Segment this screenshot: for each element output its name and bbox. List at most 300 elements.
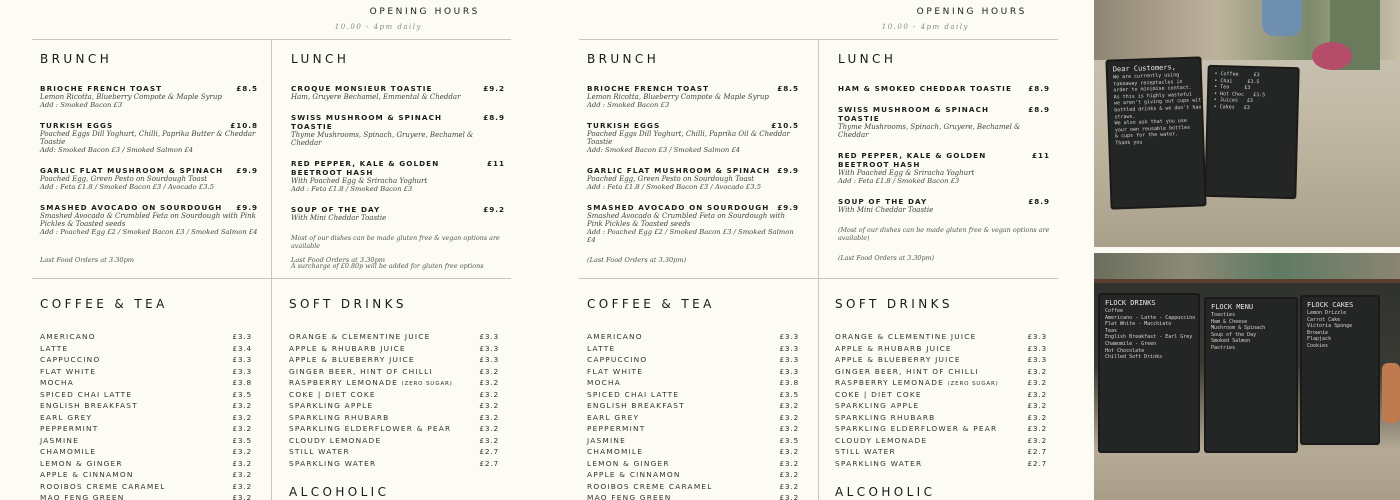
board-line: & cups for the water.	[1115, 131, 1179, 140]
drink-name: SPARKLING ELDERFLOWER & PEAR	[835, 424, 998, 434]
photo-chalkboard-notice	[1094, 0, 1400, 247]
drink-price: £3.3	[232, 355, 252, 365]
board-line: Carrot Cake	[1307, 316, 1341, 323]
person-figure	[1262, 0, 1302, 36]
board-line: straws.	[1114, 113, 1136, 121]
menu-item-addons: Add : Smoked Bacon £3	[587, 101, 670, 109]
menu-item-name: TURKISH EGGS	[587, 121, 661, 130]
menu-item-header	[291, 113, 505, 131]
board-line: Americano - Latte - Cappuccino	[1105, 314, 1196, 321]
menu-item-description: With Poached Egg & Sriracha Yoghurt	[291, 177, 428, 185]
drink-item	[289, 446, 499, 458]
chalkboard-menu	[1204, 297, 1298, 453]
menu-item-header	[587, 166, 799, 175]
drink-name: ROOIBOS CREME CARAMEL	[40, 481, 166, 491]
drink-item	[587, 389, 799, 401]
menu-item-price: £10.8	[230, 121, 258, 130]
drink-name-wrap	[40, 436, 79, 445]
menu-item-addons: Add : Poached Egg £2 / Smoked Bacon £3 / Smoked Salmon £4	[40, 228, 258, 236]
drink-name-wrap	[289, 332, 430, 341]
drink-name-wrap	[835, 424, 997, 433]
drink-price: £3.2	[232, 481, 252, 491]
drink-name: EARL GREY	[587, 412, 640, 422]
menu-item	[291, 84, 505, 101]
menu-item	[291, 159, 505, 193]
drink-price: £3.5	[232, 389, 252, 399]
menu-item-name: SMASHED AVOCADO ON SOURDOUGH	[40, 203, 223, 212]
menu-item-name: RED PEPPER, KALE & GOLDEN BEETROOT HASH	[838, 151, 987, 169]
menu-item-price: £8.5	[236, 84, 258, 93]
menu-item	[838, 151, 1050, 185]
drink-item	[289, 435, 499, 447]
menu-item-header	[838, 151, 1050, 169]
drink-price: £3.2	[1027, 378, 1047, 388]
plant-pots	[1094, 253, 1400, 279]
drink-item	[587, 400, 799, 412]
drink-name: SPARKLING APPLE	[289, 401, 374, 411]
dietary-note: (Most of our dishes can be made gluten free & vegan options are available)	[838, 226, 1050, 242]
section-title: LUNCH	[838, 52, 897, 66]
menu-item-price: £9.2	[483, 205, 505, 214]
menu-item	[838, 84, 1050, 93]
drink-name-wrap	[835, 332, 976, 341]
drink-name-wrap	[587, 367, 643, 376]
drink-item	[835, 343, 1047, 355]
menu-item-name: RED PEPPER, KALE & GOLDEN BEETROOT HASH	[291, 159, 440, 177]
menu-item-addons: Add : Feta £1.8 / Smoked Bacon £3	[291, 185, 413, 193]
drink-name: COKE | DIET COKE	[289, 389, 376, 399]
menu-item-name: SOUP OF THE DAY	[291, 205, 381, 214]
drink-name-wrap	[289, 401, 373, 410]
menu-item-price: £9.9	[236, 166, 258, 175]
drink-price: £3.2	[232, 493, 252, 500]
board-line: Flapjack	[1307, 336, 1332, 343]
opening-hours	[0, 7, 480, 31]
drink-price: £3.2	[779, 424, 799, 434]
drink-name-wrap	[40, 378, 74, 387]
menu-item-price: £10.5	[771, 121, 799, 130]
drink-name-wrap	[289, 413, 389, 422]
menu-item-header	[587, 121, 799, 130]
board-line: Lemon Drizzle	[1307, 310, 1347, 316]
drink-name-wrap	[289, 355, 415, 364]
drink-name-wrap	[40, 482, 166, 491]
drink-name: SPARKLING RHUBARB	[289, 412, 390, 422]
drink-item	[835, 400, 1047, 412]
drink-price: £3.2	[1027, 366, 1047, 376]
drink-name-wrap	[587, 332, 643, 341]
drink-item	[587, 423, 799, 435]
drink-name: CAPPUCCINO	[40, 355, 101, 365]
coffee-tea-section	[587, 297, 799, 500]
drink-name: LATTE	[40, 343, 69, 353]
section-title: SOFT DRINKS	[289, 297, 407, 311]
drink-name: SPARKLING WATER	[289, 458, 377, 468]
drink-name: ROOIBOS CREME CARAMEL	[587, 481, 713, 491]
drink-price: £3.5	[232, 435, 252, 445]
drink-item	[40, 458, 252, 470]
menu-item-addons: Add : Smoked Bacon £3	[40, 101, 123, 109]
menu-item-description: Lemon Ricotta, Blueberry Compote & Maple Syrup	[587, 93, 769, 101]
drink-price: £3.2	[232, 412, 252, 422]
drink-name-wrap	[587, 355, 647, 364]
menu-item-description: Lemon Ricotta, Blueberry Compote & Maple Syrup	[40, 93, 222, 101]
chalkboard-notice	[1105, 56, 1206, 209]
drink-name-wrap	[835, 459, 922, 468]
drink-price: £3.3	[1027, 343, 1047, 353]
drink-name-wrap	[289, 447, 350, 456]
menu-item	[291, 113, 505, 147]
board-line: Thank you	[1115, 139, 1143, 147]
drink-item	[835, 412, 1047, 424]
drink-item	[587, 481, 799, 493]
chalkboard-drinks	[1098, 293, 1200, 453]
terracotta-pot	[1382, 363, 1400, 423]
opening-hours	[547, 7, 1027, 31]
drink-item	[587, 469, 799, 481]
board-line: Chilled Soft Drinks	[1105, 354, 1163, 361]
menu-item-description: Poached Eggs Dill Yoghurt, Chilli, Paprika Oil & Cheddar Toastie	[587, 130, 790, 146]
board-line: Victoria Sponge	[1307, 323, 1353, 330]
drink-name: LEMON & GINGER	[587, 458, 670, 468]
drink-price: £3.2	[779, 481, 799, 491]
drink-name-wrap	[587, 378, 621, 387]
board-line: We also ask that you use	[1114, 118, 1187, 127]
drink-name-wrap	[587, 482, 713, 491]
board-title: FLOCK DRINKS	[1105, 299, 1156, 307]
board-line: takeaway receptacles in	[1113, 78, 1183, 88]
drink-name: CLOUDY LEMONADE	[835, 435, 928, 445]
drink-name: APPLE & BLUEBERRY JUICE	[835, 355, 961, 365]
drink-price: £2.7	[1027, 447, 1047, 457]
drink-name-wrap	[289, 367, 433, 376]
drink-item	[40, 377, 252, 389]
drink-price: £3.2	[232, 424, 252, 434]
drink-item	[835, 354, 1047, 366]
drink-price: £3.2	[479, 424, 499, 434]
drink-price: £3.2	[779, 493, 799, 500]
drink-name: ORANGE & CLEMENTINE JUICE	[835, 332, 977, 342]
drink-item	[40, 366, 252, 378]
drink-price: £3.2	[779, 401, 799, 411]
drink-name: SPARKLING WATER	[835, 458, 923, 468]
drink-name: LATTE	[587, 343, 616, 353]
drink-item	[835, 377, 1047, 389]
drink-name: CHAMOMILE	[40, 447, 97, 457]
drink-price: £3.3	[779, 343, 799, 353]
drink-price: £3.8	[779, 378, 799, 388]
drink-item	[289, 377, 499, 389]
drink-name-wrap	[40, 447, 96, 456]
drink-name-wrap	[835, 355, 961, 364]
menu-item-price: £8.9	[483, 113, 505, 122]
drink-price: £3.2	[1027, 424, 1047, 434]
drink-price: £3.4	[232, 343, 252, 353]
drink-item	[289, 354, 499, 366]
drink-price: £3.3	[479, 343, 499, 353]
flower-pot	[1312, 42, 1352, 70]
drink-name-wrap	[289, 459, 376, 468]
drink-name-wrap	[40, 413, 92, 422]
menu-item-name: TURKISH EGGS	[40, 121, 114, 130]
drink-price: £3.3	[479, 332, 499, 342]
board-title: Dear Customers,	[1112, 63, 1177, 74]
drink-name: FLAT WHITE	[40, 366, 97, 376]
last-orders-note: (Last Food Orders at 3.30pm)	[838, 254, 935, 262]
menu-item	[587, 203, 799, 244]
drink-name: ORANGE & CLEMENTINE JUICE	[289, 332, 431, 342]
drink-price: £3.3	[479, 355, 499, 365]
drink-item	[835, 435, 1047, 447]
board-title: FLOCK CAKES	[1307, 301, 1354, 309]
menu-item-description: Thyme Mushrooms, Spinach, Gruyere, Bechamel & Cheddar	[291, 131, 474, 147]
drink-name-wrap	[587, 447, 643, 456]
drink-name: PEPPERMINT	[40, 424, 99, 434]
menu-item-header	[838, 197, 1050, 206]
drink-tag: (ZERO SUGAR)	[947, 381, 999, 388]
menu-item-description: Thyme Mushrooms, Spinach, Gruyere, Bechamel & Cheddar	[838, 123, 1021, 139]
board-line: bottled drinks & we don't have	[1114, 104, 1205, 114]
menu-item-addons: Add : Poached Egg £2 / Smoked Bacon £3 / Smoked Salmon £4	[587, 228, 794, 244]
menu-item-header	[40, 121, 258, 130]
lunch-section	[838, 52, 1050, 274]
menu-item-addons: Add: Smoked Bacon £3 / Smoked Salmon £4	[587, 146, 741, 154]
drink-name-wrap	[587, 344, 615, 353]
drink-name: SPARKLING ELDERFLOWER & PEAR	[289, 424, 452, 434]
drink-item	[40, 354, 252, 366]
drink-name-wrap	[587, 459, 670, 468]
brunch-section	[40, 52, 258, 248]
drink-item	[835, 458, 1047, 470]
drink-price: £3.3	[779, 332, 799, 342]
drink-name: LEMON & GINGER	[40, 458, 123, 468]
opening-hours-title: OPENING HOURS	[369, 7, 480, 17]
drink-name-wrap	[40, 493, 125, 500]
menu-item-description: Poached Egg, Green Pesto on Sourdough Toast	[40, 175, 208, 183]
drink-item	[289, 423, 499, 435]
drink-item	[289, 331, 499, 343]
board-line: Chamomile - Green	[1105, 340, 1157, 347]
board-line: Coffee	[1105, 308, 1124, 314]
drink-name-wrap	[835, 401, 919, 410]
menu-item	[587, 166, 799, 191]
brunch-section	[587, 52, 799, 256]
drink-price: £3.3	[779, 355, 799, 365]
bench-rail	[1094, 279, 1400, 283]
last-orders-note: Last Food Orders at 3.30pm	[40, 256, 135, 264]
drink-name: APPLE & RHUBARB JUICE	[289, 343, 406, 353]
menu-item-description: Poached Eggs Dill Yoghurt, Chilli, Paprika Butter & Cheddar Toastie	[40, 130, 256, 146]
divider	[818, 278, 819, 500]
drink-name: APPLE & CINNAMON	[587, 470, 681, 480]
soft-drinks-section	[835, 297, 1047, 500]
drink-name: STILL WATER	[289, 447, 350, 457]
section-title: SOFT DRINKS	[835, 297, 953, 311]
board-title: FLOCK MENU	[1211, 303, 1254, 311]
drink-name-wrap	[289, 436, 381, 445]
drink-name-wrap	[835, 447, 896, 456]
drink-price: £3.2	[479, 389, 499, 399]
board-line: we aren't giving out cups with	[1113, 97, 1205, 107]
drink-item	[835, 389, 1047, 401]
drink-price: £3.3	[232, 332, 252, 342]
menu-item-name: CROQUE MONSIEUR TOASTIE	[291, 84, 433, 93]
section-title: COFFEE & TEA	[40, 297, 168, 311]
board-line: Cookies	[1307, 342, 1329, 349]
opening-hours-time: 10.00 - 4pm daily	[881, 23, 969, 31]
last-orders-note: (Last Food Orders at 3.30pm)	[587, 256, 687, 264]
drink-name: RASPBERRY LEMONADE	[835, 378, 944, 388]
menu-item-header	[291, 84, 505, 93]
drink-price: £3.2	[479, 378, 499, 388]
drink-name: CHAMOMILE	[587, 447, 644, 457]
drink-name: GINGER BEER, HINT OF CHILLI	[289, 366, 433, 376]
drink-name: MAO FENG GREEN	[587, 493, 672, 500]
menu-item-header	[838, 84, 1050, 93]
section-title: LUNCH	[291, 52, 350, 66]
menu-item-name: GARLIC FLAT MUSHROOM & SPINACH	[587, 166, 771, 175]
drink-item	[40, 412, 252, 424]
menu-item-name: BRIOCHE FRENCH TOAST	[587, 84, 710, 93]
chalkboard-price-list: • Coffee £3 • Chai £3.5 • Tea £3 • Hot Choc £3.5 • Juices £3 • Cakes £3	[1204, 65, 1299, 199]
drink-name-wrap	[40, 332, 96, 341]
drink-name: RASPBERRY LEMONADE	[289, 378, 398, 388]
divider	[818, 39, 819, 278]
drink-item	[40, 331, 252, 343]
board-line: As this is highly wasteful	[1113, 91, 1193, 101]
opening-hours-time: 10.00 - 4pm daily	[334, 23, 422, 31]
drink-item	[587, 458, 799, 470]
drink-item	[40, 400, 252, 412]
drink-name: STILL WATER	[835, 447, 896, 457]
drink-name: ENGLISH BREAKFAST	[587, 401, 685, 411]
divider	[271, 278, 272, 500]
alcoholic-section-title: ALCOHOLIC	[289, 485, 390, 499]
drink-price: £3.2	[479, 435, 499, 445]
menu-item	[838, 197, 1050, 214]
board-line: We are currently using	[1112, 72, 1180, 81]
drink-price: £3.2	[479, 366, 499, 376]
drink-name: CLOUDY LEMONADE	[289, 435, 382, 445]
drink-item	[40, 492, 252, 500]
drink-name-wrap	[587, 470, 681, 479]
photo-chalkboard-menus	[1094, 253, 1400, 500]
drink-name-wrap	[587, 424, 645, 433]
menu-item	[40, 203, 258, 236]
drink-name-wrap	[587, 401, 685, 410]
drink-name-wrap	[40, 390, 132, 399]
menu-item-header	[838, 105, 1050, 123]
drink-item	[40, 423, 252, 435]
section-title: BRUNCH	[40, 52, 113, 66]
drink-name: COKE | DIET COKE	[835, 389, 922, 399]
drink-price: £3.2	[1027, 435, 1047, 445]
drink-name: EARL GREY	[40, 412, 93, 422]
drink-item	[587, 492, 799, 500]
menu-item-name: GARLIC FLAT MUSHROOM & SPINACH	[40, 166, 224, 175]
drink-name: JASMINE	[40, 435, 79, 445]
menu-item	[291, 205, 505, 222]
drink-price: £3.2	[779, 447, 799, 457]
drink-price: £3.2	[232, 401, 252, 411]
section-title: BRUNCH	[587, 52, 660, 66]
drink-name: APPLE & BLUEBERRY JUICE	[289, 355, 415, 365]
drink-name-wrap	[835, 367, 979, 376]
drink-name: FLAT WHITE	[587, 366, 644, 376]
menu-item-price: £11	[486, 159, 505, 168]
drink-price: £3.2	[232, 447, 252, 457]
drink-name: APPLE & RHUBARB JUICE	[835, 343, 952, 353]
drink-item	[289, 412, 499, 424]
menu-page	[0, 0, 547, 500]
drink-name: SPARKLING APPLE	[835, 401, 920, 411]
menu-item-addons: Add: Smoked Bacon £3 / Smoked Salmon £4	[40, 146, 194, 154]
alcoholic-section-title: ALCOHOLIC	[835, 485, 936, 499]
drink-item	[835, 446, 1047, 458]
menu-item-description: Poached Egg, Green Pesto on Sourdough Toast	[587, 175, 755, 183]
board-line: Mushroom & Spinach	[1211, 325, 1266, 332]
board-line: Flat White - Macchiato	[1105, 321, 1172, 328]
board-line: English Breakfast - Earl Grey	[1105, 334, 1193, 341]
drink-name-wrap	[40, 424, 98, 433]
menu-item-description: With Mini Cheddar Toastie	[838, 206, 934, 214]
drink-name-wrap	[40, 401, 138, 410]
drink-name-wrap	[289, 424, 451, 433]
coffee-tea-section	[40, 297, 252, 500]
drink-name-wrap	[587, 493, 672, 500]
board-line: order to minimise contact.	[1113, 84, 1192, 94]
drink-price: £3.3	[232, 366, 252, 376]
drink-name: SPICED CHAI LATTE	[587, 389, 680, 399]
drink-name-wrap	[587, 436, 626, 445]
drink-price: £3.2	[779, 458, 799, 468]
drink-price: £3.5	[779, 389, 799, 399]
menu-item-header	[291, 205, 505, 214]
drink-price: £3.3	[779, 366, 799, 376]
drink-price: £3.2	[1027, 412, 1047, 422]
opening-hours-title: OPENING HOURS	[916, 7, 1027, 17]
drink-name-wrap	[289, 378, 453, 387]
menu-item-price: £8.9	[1028, 84, 1050, 93]
section-title: COFFEE & TEA	[587, 297, 715, 311]
drink-price: £2.7	[479, 458, 499, 468]
drink-price: £3.3	[1027, 355, 1047, 365]
board-line: Ham & Cheese	[1211, 318, 1248, 325]
drink-price: £3.5	[779, 435, 799, 445]
drink-price: £3.2	[232, 470, 252, 480]
drink-name-wrap	[587, 390, 679, 399]
menu-item-addons: Add : Feta £1.8 / Smoked Bacon £3	[838, 177, 960, 185]
drink-name: AMERICANO	[40, 332, 96, 342]
drink-name: SPARKLING RHUBARB	[835, 412, 936, 422]
drink-name-wrap	[40, 355, 100, 364]
menu-item-name: SMASHED AVOCADO ON SOURDOUGH	[587, 203, 770, 212]
menu-item-name: SWISS MUSHROOM & SPINACH TOASTIE	[838, 105, 990, 123]
surcharge-note: A surcharge of £0.80p will be added for gluten free options	[291, 262, 484, 270]
menu-item-price: £8.9	[1028, 105, 1050, 114]
drink-item	[587, 343, 799, 355]
menu-item-name: BRIOCHE FRENCH TOAST	[40, 84, 163, 93]
drink-item	[40, 343, 252, 355]
drink-name: PEPPERMINT	[587, 424, 646, 434]
drink-price: £3.2	[779, 412, 799, 422]
drink-name-wrap	[40, 459, 123, 468]
drink-name: APPLE & CINNAMON	[40, 470, 134, 480]
drink-name-wrap	[835, 413, 935, 422]
board-line: Toasties	[1211, 312, 1236, 318]
drink-item	[40, 435, 252, 447]
menu-item-description: Ham, Gruyere Bechamel, Emmental & Cheddar	[291, 93, 461, 101]
